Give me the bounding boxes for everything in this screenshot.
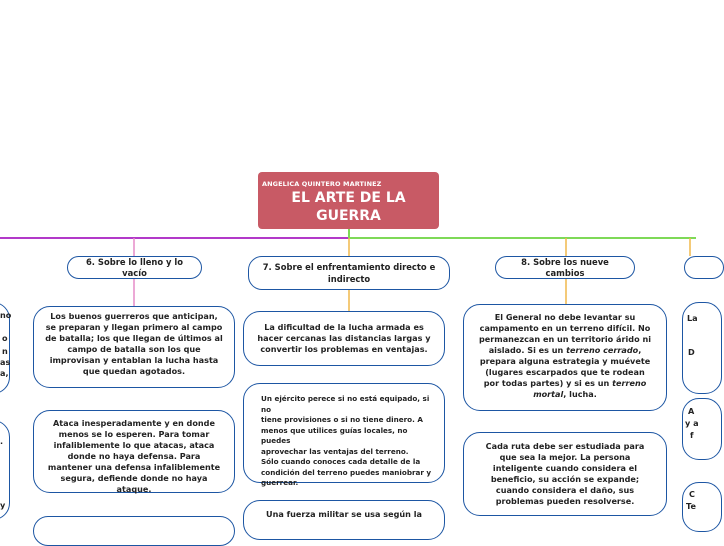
topic-7-note-1-text: La dificultad de la lucha armada es hacer cercanas las distancias largas y convertir los problemas en ventajas. xyxy=(257,322,431,354)
topic-7[interactable] xyxy=(248,256,450,290)
right-clip-1: La xyxy=(687,313,698,323)
topic-8[interactable] xyxy=(495,256,635,279)
left-clip-6: y xyxy=(0,500,6,510)
left-clip-5: a, xyxy=(0,368,9,378)
topic-6-note-2-text: Ataca inesperadamente y en donde menos se lo esperen. Para tomar infaliblemente lo que atacas, ataca donde no haya defensa. Para mantener una defensa infaliblemente segura, defiende donde no haya ataque. xyxy=(47,418,221,494)
topic-8-note-1-italic-2: terreno mortal xyxy=(533,378,647,399)
topic-6-note-2[interactable] xyxy=(33,410,235,493)
topic-7-note-2-line-2: tiene provisiones o si no tiene dinero. A xyxy=(261,415,423,424)
topic-6-note-1[interactable] xyxy=(33,306,235,388)
topic-8-label: 8. Sobre los nueve cambios xyxy=(521,256,609,278)
topic-7-note-3-text: Una fuerza militar se usa según la xyxy=(266,509,422,519)
topic-8-note-1-text-a: El General no debe levantar su campamento en un terreno difícil. No permanezcan en un territorio árido ni aislado. Si es un xyxy=(478,312,651,355)
topic-7-note-3-partial[interactable] xyxy=(243,500,445,540)
left-clip-2: o xyxy=(2,333,8,343)
right-clip-6: C xyxy=(689,489,695,499)
topic-7-label-line2: indirecto xyxy=(327,274,371,284)
right-clip-4: y a xyxy=(685,418,699,428)
topic-7-note-1[interactable] xyxy=(243,311,445,366)
map-title-line1: EL ARTE DE LA xyxy=(291,190,406,206)
topic-6-label: 6. Sobre lo lleno y lo vacío xyxy=(85,256,184,278)
topic-6-note-1-text: Los buenos guerreros que anticipan, se preparan y llegan primero al campo de batalla; los que llegan de últimos al campo de batalla son los que improvisan y entablan la lucha hasta que quedan agotados. xyxy=(45,311,223,376)
topic-7-note-2-line-5: Sólo cuando conoces cada detalle de la xyxy=(261,457,421,466)
topic-7-note-2-line-4: aprovechar las ventajas del terreno. xyxy=(261,446,409,456)
topic-8-note-2-text: Cada ruta debe ser estudiada para que sea la mejor. La persona inteligente cuando considera el beneficio, su acción se expande; cuando considera el daño, sus problemas pueden resolverse. xyxy=(485,441,645,506)
left-clip-7: . xyxy=(0,436,4,446)
right-clip-7: Te xyxy=(686,501,696,511)
topic-8-note-1-text-c: , lucha. xyxy=(563,389,597,399)
topic-7-note-2-line-7: guerrear. xyxy=(261,478,299,487)
topic-7-note-2-line-1: Un ejército perece si no está equipado, si no xyxy=(261,394,430,414)
topic-8-note-1-text xyxy=(478,312,652,400)
topic-8-note-1[interactable] xyxy=(463,304,667,411)
topic-7-label xyxy=(263,261,436,285)
topic-8-note-2[interactable] xyxy=(463,432,667,516)
left-clip-1: no xyxy=(0,310,12,320)
topic-8-note-1-italic-1: terreno cerrado xyxy=(566,345,639,355)
left-clip-3: n xyxy=(2,346,8,356)
right-clip-3: A xyxy=(688,406,695,416)
right-clip-5: f xyxy=(690,430,694,440)
left-clip-4: as xyxy=(0,357,11,367)
central-topic[interactable] xyxy=(258,172,439,229)
map-title-line2: GUERRA xyxy=(316,208,381,224)
topic-8-note-1-text-b: , prepara alguna estrategia y muévete (lugares escarpados que te rodean por todas partes) y si es un xyxy=(479,345,651,388)
map-title xyxy=(258,189,439,225)
topic-7-note-2[interactable] xyxy=(243,383,445,487)
topic-6-note-3-partial[interactable] xyxy=(33,516,235,546)
topic-7-note-2-line-6: condición del terreno puedes maniobrar y xyxy=(261,467,432,477)
topic-6[interactable] xyxy=(67,256,202,279)
topic-9-partial[interactable] xyxy=(684,256,724,279)
topic-7-label-line1: 7. Sobre el enfrentamiento directo e xyxy=(262,262,436,272)
right-clip-2: D xyxy=(688,347,695,357)
topic-7-note-2-line-3: menos que utilices guías locales, no puedes xyxy=(261,425,408,445)
author-name: ANGELICA QUINTERO MARTINEZ xyxy=(262,180,382,188)
